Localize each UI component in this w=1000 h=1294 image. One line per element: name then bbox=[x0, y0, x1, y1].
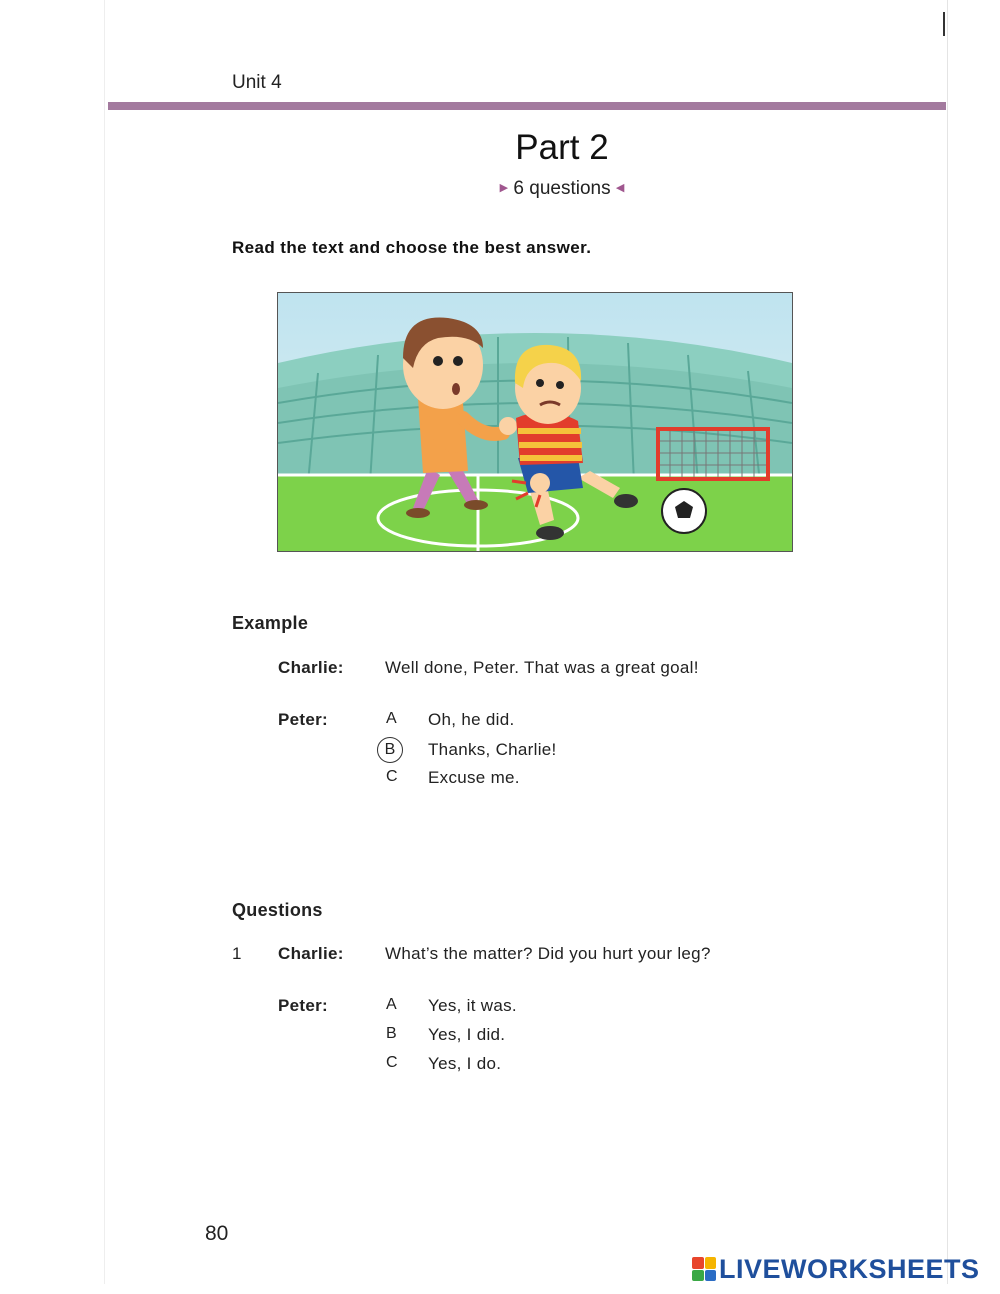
question-option-letter[interactable]: B bbox=[386, 1025, 397, 1042]
example-prompt-text: Well done, Peter. That was a great goal! bbox=[385, 658, 699, 677]
question-answer-speaker: Peter: bbox=[278, 996, 328, 1015]
part-subtitle bbox=[0, 178, 1000, 200]
question-prompt-speaker: Charlie: bbox=[278, 944, 344, 963]
question-number: 1 bbox=[232, 944, 242, 963]
header-divider bbox=[108, 102, 946, 110]
question-option-text[interactable]: Yes, I do. bbox=[428, 1054, 502, 1073]
question-option-text[interactable]: Yes, I did. bbox=[428, 1025, 506, 1044]
triangle-left-icon: ◀ bbox=[615, 182, 625, 194]
unit-label: Unit 4 bbox=[232, 72, 282, 93]
instruction: Read the text and choose the best answer. bbox=[232, 238, 592, 257]
football-injury-illustration bbox=[277, 292, 793, 552]
example-option-letter-selected[interactable]: B bbox=[377, 737, 403, 763]
question-option-text[interactable]: Yes, it was. bbox=[428, 996, 517, 1015]
example-option-text[interactable]: Excuse me. bbox=[428, 768, 520, 787]
part-title: Part 2 bbox=[515, 128, 609, 167]
question-count: 6 questions bbox=[513, 178, 611, 199]
liveworksheets-logo-icon bbox=[692, 1257, 716, 1281]
example-option-letter[interactable]: C bbox=[386, 768, 398, 785]
example-option-letter[interactable]: A bbox=[386, 710, 397, 727]
stadium-scene-icon bbox=[278, 293, 792, 551]
liveworksheets-logo[interactable] bbox=[692, 1254, 980, 1284]
question-option-letter[interactable]: A bbox=[386, 996, 397, 1013]
example-option-text[interactable]: Oh, he did. bbox=[428, 710, 515, 729]
example-option-text[interactable]: Thanks, Charlie! bbox=[428, 740, 557, 759]
question-option-letter[interactable]: C bbox=[386, 1054, 398, 1071]
example-heading: Example bbox=[232, 613, 309, 633]
brand-name: LIVEWORKSHEETS bbox=[719, 1253, 980, 1284]
page-number: 80 bbox=[205, 1222, 229, 1245]
triangle-right-icon: ▶ bbox=[499, 182, 509, 194]
question-prompt-text: What’s the matter? Did you hurt your leg? bbox=[385, 944, 711, 963]
page-edge-mark bbox=[943, 12, 945, 36]
questions-heading: Questions bbox=[232, 900, 323, 920]
example-answer-speaker: Peter: bbox=[278, 710, 328, 729]
example-prompt-speaker: Charlie: bbox=[278, 658, 344, 677]
